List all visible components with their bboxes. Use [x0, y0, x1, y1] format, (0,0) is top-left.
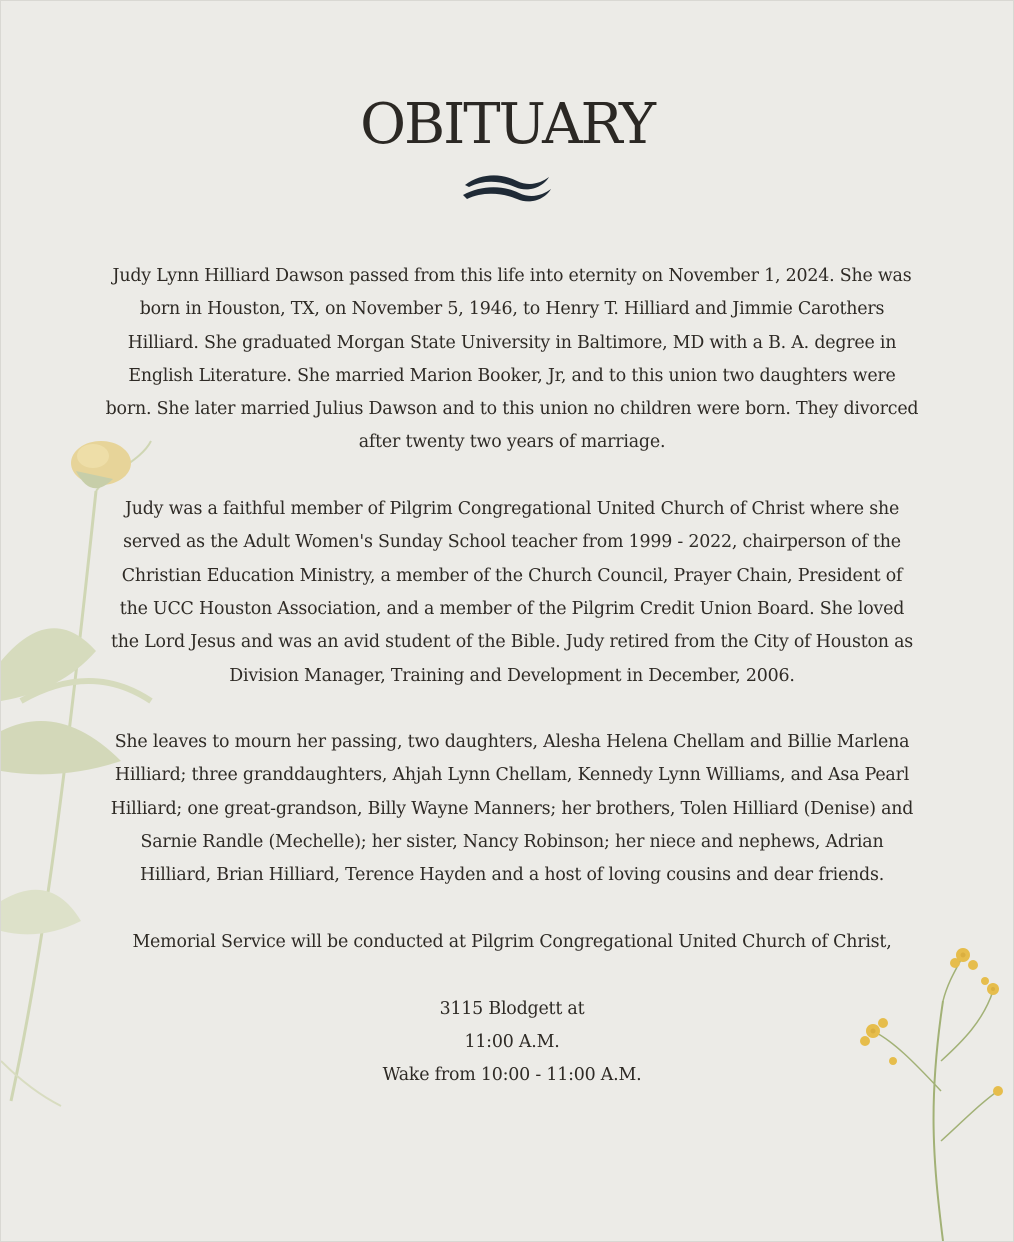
text-line: Hilliard. She graduated Morgan State University in Baltimore, MD with a B. A. degree in: [127, 332, 897, 353]
text-line: Hilliard; one great-grandson, Billy Wayne Manners; her brothers, Tolen Hilliard (Denise) and: [110, 798, 914, 819]
text-line: Division Manager, Training and Development in December, 2006.: [229, 665, 795, 686]
service-time: 11:00 A.M.: [464, 1031, 560, 1052]
obituary-body: [41, 260, 983, 1126]
memorial-service-paragraph: [41, 926, 983, 959]
wave-flourish-icon: [461, 171, 553, 205]
text-line: Sarnie Randle (Mechelle); her sister, Nancy Robinson; her niece and nephews, Adrian: [140, 832, 884, 853]
service-details: [41, 993, 983, 1093]
text-line: English Literature. She married Marion Booker, Jr, and to this union two daughters were: [128, 365, 896, 386]
text-line: Judy was a faithful member of Pilgrim Congregational United Church of Christ where she: [124, 499, 900, 520]
text-line: the Lord Jesus and was an avid student of the Bible. Judy retired from the City of Houston as: [111, 632, 913, 653]
page-title: OBITUARY: [360, 92, 654, 157]
text-line: Christian Education Ministry, a member of the Church Council, Prayer Chain, President of: [121, 565, 903, 586]
obituary-paragraph: [41, 726, 983, 892]
text-line: born in Houston, TX, on November 5, 1946, to Henry T. Hilliard and Jimmie Carothers: [139, 299, 885, 320]
text-line: born. She later married Julius Dawson and to this union no children were born. They divorced: [105, 399, 919, 420]
text-line: Hilliard; three granddaughters, Ahjah Lynn Chellam, Kennedy Lynn Williams, and Asa Pearl: [114, 765, 910, 786]
header: [1, 93, 1013, 205]
text-line: after twenty two years of marriage.: [358, 432, 666, 453]
text-line: Memorial Service will be conducted at Pilgrim Congregational United Church of Christ,: [132, 931, 892, 952]
text-line: served as the Adult Women's Sunday School teacher from 1999 - 2022, chairperson of the: [123, 532, 901, 553]
service-address: 3115 Blodgett at: [439, 998, 585, 1019]
obituary-paragraph: [41, 260, 983, 460]
text-line: She leaves to mourn her passing, two daughters, Alesha Helena Chellam and Billie Marlena: [114, 732, 910, 753]
text-line: the UCC Houston Association, and a member of the Pilgrim Credit Union Board. She loved: [119, 598, 905, 619]
wake-time: Wake from 10:00 - 11:00 A.M.: [382, 1065, 642, 1086]
text-line: Hilliard, Brian Hilliard, Terence Hayden and a host of loving cousins and dear friends.: [139, 865, 885, 886]
text-line: Judy Lynn Hilliard Dawson passed from this life into eternity on November 1, 2024. She was: [112, 266, 912, 286]
obituary-paragraph: [41, 493, 983, 693]
